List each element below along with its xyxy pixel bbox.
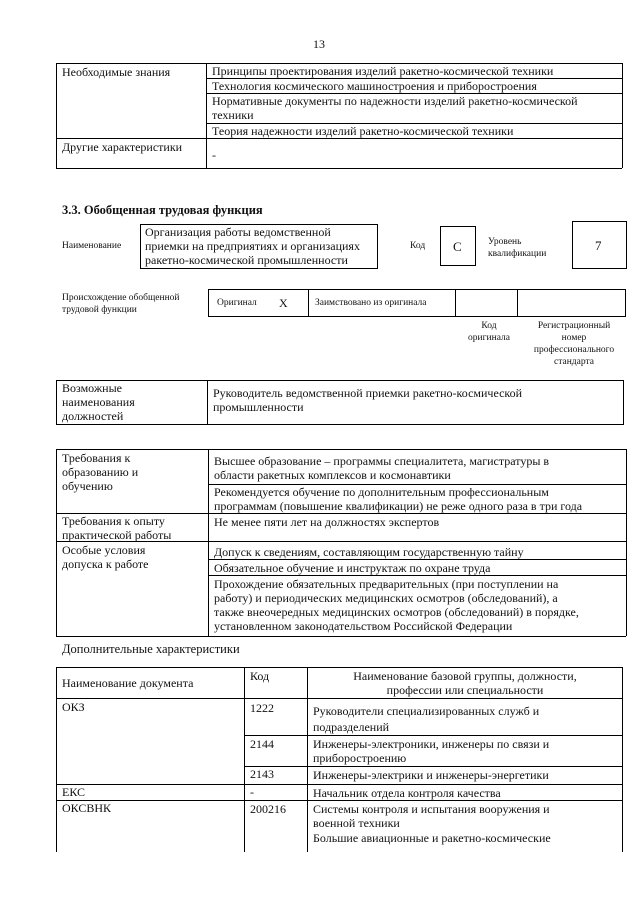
section-heading: 3.3. Обобщенная трудовая функция bbox=[62, 203, 263, 217]
positions-value: Руководитель ведомственной приемки ракетно-космической промышленности bbox=[213, 386, 523, 414]
experience-value: Не менее пяти лет на должностях экспертов bbox=[214, 515, 440, 529]
doc-cell: ОКЗ bbox=[62, 700, 85, 714]
code-box bbox=[440, 226, 476, 266]
code-label: Код bbox=[410, 241, 426, 251]
code-cell: 2144 bbox=[250, 737, 274, 751]
name-cell: Инженеры-электроники, инженеры по связи и приборостроению bbox=[313, 737, 550, 765]
special-condition: Допуск к сведениям, составляющим государственную тайну bbox=[214, 545, 524, 559]
education-label: Требования к образованию и обучению bbox=[62, 451, 139, 493]
code-cell: 200216 bbox=[250, 802, 286, 816]
knowledge-item: Теория надежности изделий ракетно-космической техники bbox=[212, 124, 514, 138]
level-label: Уровень квалификации bbox=[488, 237, 547, 259]
name-value: Организация работы ведомственной приемки на предприятиях и организациях ракетно-космической промышленности bbox=[145, 225, 360, 267]
name-cell: Большие авиационные и ракетно-космические bbox=[313, 831, 551, 845]
col-header-document: Наименование документа bbox=[62, 676, 194, 690]
education-line: Высшее образование – программы специалитета, магистратуры в области ракетных комплексов и космонавтики bbox=[214, 454, 550, 482]
special-conditions-label: Особые условия допуска к работе bbox=[62, 543, 149, 571]
knowledge-item: Технология космического машиностроения и приборостроения bbox=[212, 79, 537, 93]
special-condition: Прохождение обязательных предварительных (при поступлении на работу) и периодических медицинских осмотров (обследований), а также внеочередных медицинских осмотров (обследований) в порядке, установленном законодательством Российской Федерации bbox=[214, 577, 579, 633]
positions-label: Возможные наименования должностей bbox=[62, 381, 135, 423]
other-characteristics-label: Другие характеристики bbox=[62, 140, 183, 154]
other-characteristics-value: - bbox=[212, 148, 216, 162]
origin-label: Происхождение обобщенной трудовой функции bbox=[62, 293, 180, 315]
original-label: Оригинал bbox=[217, 298, 257, 308]
doc-cell: ЕКС bbox=[62, 785, 86, 799]
page-number: 13 bbox=[313, 37, 325, 51]
name-label: Наименование bbox=[62, 241, 122, 251]
borrowed-label: Заимствовано из оригинала bbox=[315, 298, 427, 308]
code-cell: 2143 bbox=[250, 767, 274, 781]
col-header-name: Наименование базовой группы, должности, профессии или специальности bbox=[353, 669, 577, 697]
experience-label: Требования к опыту практической работы bbox=[62, 514, 172, 542]
original-mark: X bbox=[279, 296, 288, 310]
reg-number-caption: Регистрационный номер профессионального стандарта bbox=[533, 321, 615, 367]
name-box bbox=[140, 224, 378, 269]
name-cell: Системы контроля и испытания вооружения и военной техники bbox=[313, 802, 550, 830]
level-value: 7 bbox=[595, 238, 602, 253]
name-cell: Начальник отдела контроля качества bbox=[313, 786, 501, 800]
level-box bbox=[572, 221, 627, 269]
name-cell: Инженеры-электрики и инженеры-энергетики bbox=[313, 768, 549, 782]
knowledge-label: Необходимые знания bbox=[62, 65, 171, 79]
code-cell: 1222 bbox=[250, 701, 274, 715]
origin-box bbox=[208, 289, 626, 317]
special-condition: Обязательное обучение и инструктаж по охране труда bbox=[214, 561, 491, 575]
code-value: C bbox=[453, 239, 462, 254]
knowledge-item: Принципы проектирования изделий ракетно-космической техники bbox=[212, 64, 554, 78]
additional-title: Дополнительные характеристики bbox=[62, 642, 240, 656]
col-header-code: Код bbox=[250, 669, 270, 683]
code-cell: - bbox=[250, 785, 254, 799]
knowledge-item: Нормативные документы по надежности изделий ракетно-космической техники bbox=[212, 94, 578, 122]
code-original-caption: Код оригинала bbox=[468, 321, 510, 343]
doc-cell: ОКСВНК bbox=[62, 801, 112, 815]
name-cell: Руководители специализированных служб и подразделений bbox=[313, 704, 540, 734]
positions-table bbox=[56, 380, 624, 425]
education-line: Рекомендуется обучение по дополнительным профессиональным программам (повышение квалификации) не реже одного раза в три года bbox=[214, 485, 583, 513]
